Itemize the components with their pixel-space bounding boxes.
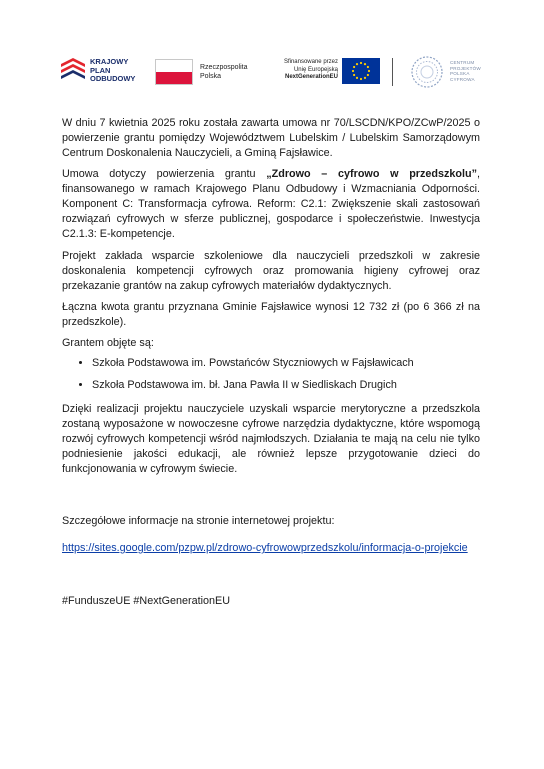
grant-recipients-heading: Grantem objęte są:: [62, 337, 154, 349]
list-item: • Szkoła Podstawowa im. bł. Jana Pawła II w Siedliskach Drugich: [92, 378, 482, 400]
results-paragraph: Dzięki realizacji projektu nauczyciele uzyskali wsparcie merytoryczne a przedszkola zostaną wyposażone w nowoczesne cyfrowe narzędzia dydaktyczne, które wspomogą rozwój cyfrowych kompetencji wśród najmłodszych. Działania te mają na celu nie tylko podniesienie jakości edukacji, ale również lepsze przygotowanie dzieci do funkcjonowania w cyfrowym świecie.: [62, 403, 480, 475]
eu-logo-text: Sfinansowane przez Unię Europejską NextGenerationEU: [283, 59, 338, 81]
kpo-emblem-icon: [60, 58, 86, 84]
more-info-text: Szczegółowe informacje na stronie internetowej projektu:: [62, 515, 335, 527]
eu-logo: [270, 58, 382, 86]
school-list: [72, 356, 482, 400]
project-link[interactable]: https://sites.google.com/pzpw.pl/zdrowo-cyfrowowprzedszkolu/informacja-o-projekcie: [62, 542, 468, 554]
contract-paragraph: W dniu 7 kwietnia 2025 roku została zawarta umowa nr 70/LSCDN/KPO/ZCwP/2025 o powierzenie grantu pomiędzy Województwem Lubelskim / Lubelskim Samorządowym Centrum Doskonalenia Nauczycieli, a Gminą Fajsławice.: [62, 117, 480, 159]
logo-bar: [60, 52, 492, 92]
rp-logo: [155, 59, 275, 87]
grant-amount: Łączna kwota grantu przyznana Gminie Fajsławice wynosi 12 732 zł (po 6 366 zł na przedszkole).: [62, 301, 480, 328]
kpo-logo: [60, 56, 140, 88]
cpc-emblem-icon: [410, 55, 444, 89]
logo-divider: [392, 58, 393, 86]
grant-paragraph: Umowa dotyczy powierzenia grantu „Zdrowo – cyfrowo w przedszkolu”, finansowanego w ramach Krajowego Planu Odbudowy i Wzmacniania Odporności. Komponent C: Transformacja cyfrowa. Reform: C2.1: Zwiększenie skali zastosowań rozwiązań cyfrowych w sferze publicznej, gospodarce i społeczeństwie. Inwestycja C2.1.3: E-kompetencje.: [62, 168, 480, 240]
eu-flag-icon: [342, 58, 380, 84]
cpc-logo-text: CENTRUM PROJEKTÓW POLSKA CYFROWA: [450, 60, 481, 82]
project-description: Projekt zakłada wsparcie szkoleniowe dla nauczycieli przedszkoli w zakresie doskonalenia kompetencji cyfrowych oraz promowania higieny cyfrowej oraz przekazanie grantów na zakup cyfrowych materiałów dydaktycznych.: [62, 250, 480, 292]
rp-logo-text: Rzeczpospolita Polska: [200, 64, 248, 80]
kpo-logo-text: KRAJOWY PLAN ODBUDOWY: [90, 57, 136, 83]
list-item: • Szkoła Podstawowa im. Powstańców Styczniowych w Fajsławicach: [92, 356, 482, 378]
hashtags: #FunduszeUE #NextGenerationEU: [62, 595, 231, 607]
project-title: „Zdrowo – cyfrowo w przedszkolu”: [266, 168, 477, 180]
cpc-logo: [410, 55, 492, 89]
polish-flag-icon: [155, 59, 193, 85]
